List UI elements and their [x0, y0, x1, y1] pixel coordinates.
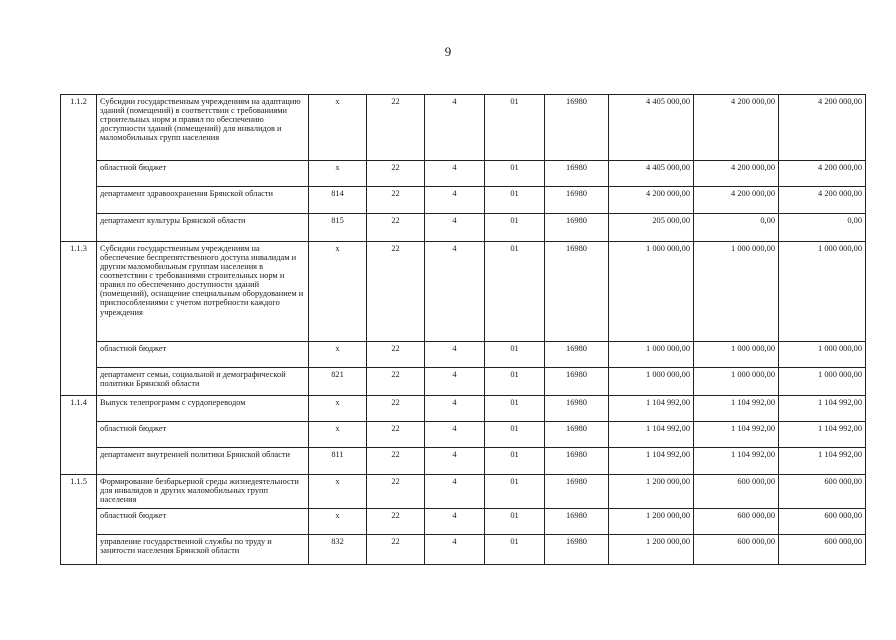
- table-row: [61, 422, 866, 448]
- row-name: управление государственной службы по труду и занятости населения Брянской области: [97, 535, 309, 565]
- col-value-1: 1 000 000,00: [609, 342, 694, 368]
- col-program: 22: [367, 187, 425, 214]
- col-value-2: 1 104 992,00: [694, 422, 779, 448]
- col-direction: 16980: [545, 368, 609, 396]
- col-value-3: 4 200 000,00: [779, 187, 866, 214]
- col-program: 22: [367, 242, 425, 342]
- col-administrator: х: [309, 342, 367, 368]
- col-program: 22: [367, 475, 425, 509]
- col-administrator: х: [309, 396, 367, 422]
- col-value-2: 600 000,00: [694, 535, 779, 565]
- col-value-1: 1 104 992,00: [609, 422, 694, 448]
- col-event: 01: [485, 475, 545, 509]
- col-program: 22: [367, 161, 425, 187]
- table-row: [61, 368, 866, 396]
- col-administrator: х: [309, 95, 367, 161]
- col-value-2: 600 000,00: [694, 475, 779, 509]
- col-value-1: 1 000 000,00: [609, 242, 694, 342]
- col-subprogram: 4: [425, 396, 485, 422]
- col-value-2: 1 104 992,00: [694, 448, 779, 475]
- col-value-1: 1 000 000,00: [609, 368, 694, 396]
- page-number: 9: [444, 44, 452, 59]
- col-event: 01: [485, 448, 545, 475]
- col-event: 01: [485, 396, 545, 422]
- col-administrator: 815: [309, 214, 367, 242]
- col-event: 01: [485, 161, 545, 187]
- col-value-2: 4 200 000,00: [694, 95, 779, 161]
- col-value-3: 1 104 992,00: [779, 396, 866, 422]
- col-direction: 16980: [545, 448, 609, 475]
- col-subprogram: 4: [425, 448, 485, 475]
- col-event: 01: [485, 214, 545, 242]
- row-name: департамент здравоохранения Брянской области: [97, 187, 309, 214]
- col-program: 22: [367, 448, 425, 475]
- table-row: [61, 187, 866, 214]
- col-direction: 16980: [545, 242, 609, 342]
- col-direction: 16980: [545, 422, 609, 448]
- table-row: [61, 242, 866, 342]
- col-value-2: 1 000 000,00: [694, 342, 779, 368]
- row-name: областной бюджет: [97, 342, 309, 368]
- col-value-2: 600 000,00: [694, 509, 779, 535]
- col-value-3: 1 104 992,00: [779, 448, 866, 475]
- col-subprogram: 4: [425, 161, 485, 187]
- col-subprogram: 4: [425, 342, 485, 368]
- col-value-2: 1 000 000,00: [694, 368, 779, 396]
- table-row: [61, 448, 866, 475]
- col-direction: 16980: [545, 187, 609, 214]
- col-event: 01: [485, 509, 545, 535]
- table-row: [61, 95, 866, 161]
- col-value-3: 600 000,00: [779, 509, 866, 535]
- col-subprogram: 4: [425, 509, 485, 535]
- col-subprogram: 4: [425, 214, 485, 242]
- col-value-2: 1 104 992,00: [694, 396, 779, 422]
- col-program: 22: [367, 214, 425, 242]
- row-name: областной бюджет: [97, 509, 309, 535]
- budget-table: [60, 94, 866, 565]
- row-name: Выпуск телепрограмм с сурдопереводом: [97, 396, 309, 422]
- row-name: областной бюджет: [97, 422, 309, 448]
- row-code: 1.1.3: [61, 242, 97, 396]
- col-administrator: 832: [309, 535, 367, 565]
- row-code: 1.1.4: [61, 396, 97, 475]
- col-value-3: 1 000 000,00: [779, 242, 866, 342]
- col-subprogram: 4: [425, 535, 485, 565]
- col-administrator: х: [309, 475, 367, 509]
- table-row: [61, 535, 866, 565]
- row-code: 1.1.2: [61, 95, 97, 242]
- table-row: [61, 342, 866, 368]
- row-code: 1.1.5: [61, 475, 97, 565]
- col-value-3: 4 200 000,00: [779, 95, 866, 161]
- col-program: 22: [367, 396, 425, 422]
- col-value-1: 1 104 992,00: [609, 448, 694, 475]
- col-value-2: 4 200 000,00: [694, 161, 779, 187]
- col-event: 01: [485, 342, 545, 368]
- table-row: [61, 161, 866, 187]
- col-administrator: х: [309, 242, 367, 342]
- row-name: Субсидии государственным учреждениям на адаптацию зданий (помещений) в соответствии с требованиями строительных норм и правил по обеспечению доступности зданий (помещений) для инвалидов и маломобильных групп населения: [97, 95, 309, 161]
- col-value-1: 1 200 000,00: [609, 535, 694, 565]
- col-program: 22: [367, 509, 425, 535]
- col-event: 01: [485, 368, 545, 396]
- col-direction: 16980: [545, 161, 609, 187]
- col-value-3: 1 104 992,00: [779, 422, 866, 448]
- row-name: Субсидии государственным учреждениям на обеспечение беспрепятственного доступа инвалидам и другим маломобильным группам населения в соответствии с требованиями строительных норм и правил по обеспечению доступности зданий (помещений), оснащение специальным оборудованием и приспособлениями с учетом потребности каждого учреждения: [97, 242, 309, 342]
- col-event: 01: [485, 187, 545, 214]
- col-program: 22: [367, 422, 425, 448]
- table-row: [61, 509, 866, 535]
- col-program: 22: [367, 535, 425, 565]
- col-value-3: 4 200 000,00: [779, 161, 866, 187]
- col-program: 22: [367, 95, 425, 161]
- col-event: 01: [485, 242, 545, 342]
- col-program: 22: [367, 342, 425, 368]
- col-value-1: 4 200 000,00: [609, 187, 694, 214]
- col-subprogram: 4: [425, 475, 485, 509]
- col-value-2: 1 000 000,00: [694, 242, 779, 342]
- col-direction: 16980: [545, 396, 609, 422]
- col-direction: 16980: [545, 535, 609, 565]
- col-value-3: 1 000 000,00: [779, 368, 866, 396]
- table-row: [61, 396, 866, 422]
- row-name: департамент семьи, социальной и демографической политики Брянской области: [97, 368, 309, 396]
- col-value-2: 4 200 000,00: [694, 187, 779, 214]
- row-name: областной бюджет: [97, 161, 309, 187]
- table-row: [61, 475, 866, 509]
- col-administrator: 814: [309, 187, 367, 214]
- col-administrator: 811: [309, 448, 367, 475]
- row-name: департамент внутренней политики Брянской области: [97, 448, 309, 475]
- col-event: 01: [485, 95, 545, 161]
- row-name: департамент культуры Брянской области: [97, 214, 309, 242]
- col-direction: 16980: [545, 214, 609, 242]
- col-subprogram: 4: [425, 368, 485, 396]
- col-direction: 16980: [545, 95, 609, 161]
- col-value-2: 0,00: [694, 214, 779, 242]
- col-value-1: 1 200 000,00: [609, 509, 694, 535]
- col-subprogram: 4: [425, 242, 485, 342]
- col-program: 22: [367, 368, 425, 396]
- col-value-1: 1 104 992,00: [609, 396, 694, 422]
- table-row: [61, 214, 866, 242]
- row-name: Формирование безбарьерной среды жизнедеятельности для инвалидов и других маломобильных групп населения: [97, 475, 309, 509]
- col-value-3: 0,00: [779, 214, 866, 242]
- col-subprogram: 4: [425, 187, 485, 214]
- col-value-3: 1 000 000,00: [779, 342, 866, 368]
- col-value-1: 205 000,00: [609, 214, 694, 242]
- col-administrator: 821: [309, 368, 367, 396]
- col-value-3: 600 000,00: [779, 535, 866, 565]
- col-administrator: х: [309, 161, 367, 187]
- col-subprogram: 4: [425, 95, 485, 161]
- col-direction: 16980: [545, 509, 609, 535]
- col-event: 01: [485, 422, 545, 448]
- col-value-3: 600 000,00: [779, 475, 866, 509]
- col-value-1: 4 405 000,00: [609, 95, 694, 161]
- col-subprogram: 4: [425, 422, 485, 448]
- col-administrator: х: [309, 509, 367, 535]
- col-value-1: 4 405 000,00: [609, 161, 694, 187]
- col-direction: 16980: [545, 475, 609, 509]
- col-direction: 16980: [545, 342, 609, 368]
- col-administrator: х: [309, 422, 367, 448]
- col-event: 01: [485, 535, 545, 565]
- col-value-1: 1 200 000,00: [609, 475, 694, 509]
